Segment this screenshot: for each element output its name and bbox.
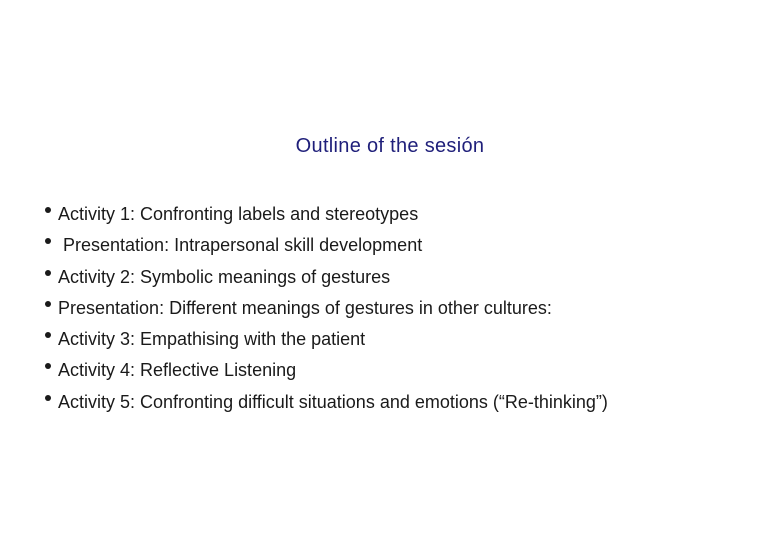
bullet-text: Activity 1: Confronting labels and stereotypes bbox=[58, 204, 419, 224]
slide-title: Outline of the sesión bbox=[295, 135, 485, 157]
bullet-item-7 bbox=[45, 388, 608, 419]
bullet-icon bbox=[45, 238, 51, 244]
bullet-text: Activity 3: Empathising with the patient bbox=[58, 329, 366, 350]
bullet-text: Activity 4: Reflective Listening bbox=[58, 360, 297, 381]
bullet-text: Presentation: Intrapersonal skill development bbox=[58, 235, 423, 256]
bullet-text: Presentation: Different meanings of gestures in other cultures: bbox=[58, 297, 552, 318]
bullet-icon bbox=[45, 332, 51, 338]
bullet-text: Activity 2: Symbolic meanings of gestures bbox=[58, 266, 391, 287]
bullet-item-6 bbox=[45, 356, 608, 387]
bullet-item-1 bbox=[45, 200, 608, 231]
bullet-icon bbox=[45, 395, 51, 401]
bullet-icon bbox=[45, 270, 51, 276]
bullet-item-5 bbox=[45, 325, 608, 356]
bullet-item-3 bbox=[45, 263, 608, 294]
bullet-text: Activity 5: Confronting difficult situations and emotions (“Re-thinking”) bbox=[58, 391, 608, 412]
bullet-item-2 bbox=[45, 231, 608, 262]
bullet-item-4 bbox=[45, 294, 608, 325]
bullet-icon bbox=[45, 363, 51, 369]
bullet-icon bbox=[45, 301, 51, 307]
bullet-list bbox=[45, 200, 608, 419]
bullet-icon bbox=[45, 207, 51, 213]
